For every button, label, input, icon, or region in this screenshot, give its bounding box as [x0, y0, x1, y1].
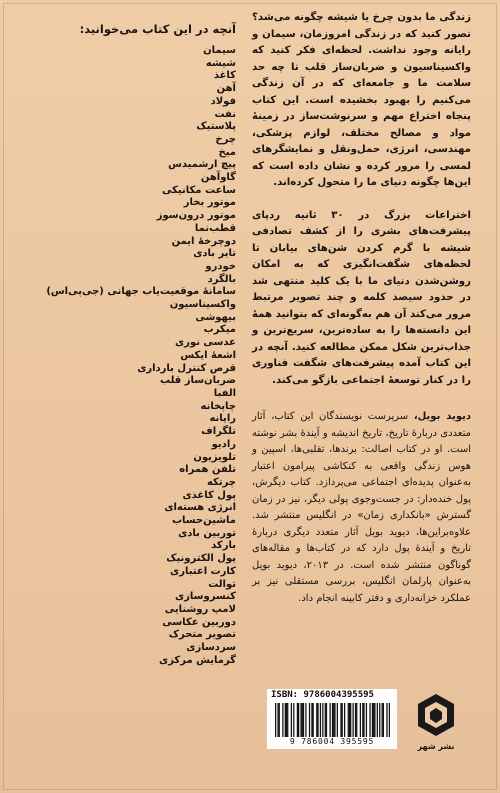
contents-item: میکرب [203, 324, 236, 336]
barcode-bar [366, 703, 367, 737]
contents-items [46, 45, 236, 667]
contents-item: رادیو [211, 438, 236, 450]
barcode-bar [285, 703, 286, 737]
contents-title: آنچه در این کتاب می‌خوانید: [79, 22, 236, 36]
contents-item: ساعت مکانیکی [161, 184, 236, 196]
barcode-bar [363, 703, 364, 737]
contents-item: میخ [218, 146, 236, 158]
contents-item: تلگراف [201, 426, 236, 438]
barcode-bar [279, 703, 280, 737]
barcode-bar [309, 703, 310, 737]
contents-item: سامانهٔ موقعیت‌یاب جهانی (جی‌پی‌اس) [46, 286, 236, 298]
contents-list [46, 22, 236, 667]
contents-item: چرتکه [206, 476, 236, 488]
barcode-bar [298, 703, 299, 737]
contents-item: تایر بادی [193, 248, 236, 260]
barcode-bar [286, 703, 287, 737]
barcode-bar [372, 703, 373, 737]
contents-item: پول کاغذی [182, 489, 236, 501]
contents-item: سیمان [203, 45, 236, 56]
barcode [267, 689, 397, 749]
author-name: دیوید بویل، [413, 411, 471, 422]
contents-item: ماشین‌حساب [171, 515, 236, 527]
contents-item: سردسازی [186, 642, 236, 654]
contents-item: کاغذ [213, 70, 236, 82]
barcode-bar [342, 703, 343, 737]
barcode-bar [293, 703, 294, 737]
barcode-bar [287, 703, 288, 737]
barcode-bar [349, 703, 350, 737]
barcode-digits: 9 786004 395595 [289, 737, 375, 746]
contents-item: تصویر متحرک [168, 629, 236, 641]
barcode-bar [379, 703, 380, 737]
contents-item: قطب‌نما [194, 222, 236, 234]
barcode-bar [389, 703, 390, 737]
description-column [252, 10, 471, 607]
barcode-bar [344, 703, 345, 737]
author-paragraph [252, 409, 471, 607]
contents-item: چرخ [215, 133, 236, 145]
isbn-label: ISBN: 9786004395595 [271, 690, 374, 700]
contents-item: موتور بخار [183, 197, 236, 209]
publisher-logo [410, 690, 462, 762]
barcode-bar [316, 703, 317, 737]
contents-item: تلفن همراه [179, 464, 236, 476]
barcode-bar [303, 703, 304, 737]
contents-item: بالگرد [207, 273, 236, 285]
contents-item: عدسی نوری [175, 337, 236, 349]
contents-item: پیچ ارشمیدس [168, 159, 236, 171]
publisher-name: نشر شهر [417, 742, 455, 751]
barcode-bar [275, 703, 276, 737]
barcode-bar [373, 703, 374, 737]
contents-item: دوربین عکاسی [162, 616, 236, 628]
contents-item: کنسروسازی [174, 591, 236, 603]
barcode-bar [334, 703, 335, 737]
barcode-bar [326, 703, 327, 737]
contents-item: الفبا [213, 387, 236, 399]
contents-item: واکسیناسیون [169, 299, 236, 311]
barcode-bar [282, 703, 283, 737]
contents-item: رایانه [209, 413, 236, 425]
contents-item: چاپخانه [200, 400, 236, 412]
barcode-bar [291, 703, 292, 737]
barcode-bar [311, 703, 312, 737]
barcode-bar [377, 703, 378, 737]
barcode-bar [322, 703, 323, 737]
barcode-bar [300, 703, 301, 737]
barcode-bar [340, 703, 341, 737]
contents-item: بارکد [211, 540, 236, 552]
barcode-bar [333, 703, 334, 737]
summary-paragraph: اختراعات بزرگ در ۳۰ ثانیه ردپای پیشرفت‌های بشری را از کشف تصادفی شیشه با گرم کردن شن‌های بیابان تا لحظه‌های شگفت‌انگیزی که به امکان روشن‌شدن دنیای ما با یک کلید منتهی شد در حدود سیصد کلمه و چند تصویر مرتبط مرور می‌کند آن هم به‌گونه‌ای که بتوانید همهٔ این دانسته‌ها را به ساده‌ترین، سریع‌ترین و جذاب‌ترین شکل ممکن مطالعه کنید. آنچه در این کتاب آمده پیشرفت‌های شگفت فناوری را در کنار توسعهٔ اجتماعی بازگو می‌کند. [252, 209, 471, 386]
barcode-bar [374, 703, 375, 737]
barcode-bar [360, 703, 361, 737]
contents-item: خودرو [205, 260, 236, 272]
contents-item: انرژی هسته‌ای [164, 502, 236, 514]
barcode-bar [348, 703, 349, 737]
barcode-bar [386, 703, 387, 737]
barcode-bar [337, 703, 338, 737]
barcode-bar [325, 703, 326, 737]
barcode-bars [275, 703, 390, 737]
contents-item: پلاستیک [196, 121, 236, 133]
contents-item: پول الکترونیک [166, 553, 236, 565]
barcode-bar [362, 703, 363, 737]
contents-item: بیهوشی [195, 311, 236, 323]
contents-item: گاوآهن [200, 172, 236, 184]
contents-item: نفت [214, 108, 236, 120]
barcode-bar [297, 703, 298, 737]
contents-item: کارت اعتباری [170, 565, 236, 577]
contents-item: فولاد [210, 95, 236, 107]
contents-item: شیشه [205, 57, 236, 69]
barcode-bar [320, 703, 321, 737]
contents-item: توربین بادی [178, 527, 236, 539]
barcode-bar [350, 703, 351, 737]
contents-item: توالت [208, 578, 236, 590]
barcode-bar [313, 703, 314, 737]
barcode-bar [383, 703, 384, 737]
contents-item: ضربان‌ساز قلب [160, 375, 236, 387]
barcode-bar [305, 703, 306, 737]
author-bio: سرپرست نویسندگان این کتاب، آثار متعددی دربارهٔ تاریخ، تاریخ اندیشه و آیندهٔ بشر نوشته است. او در کتاب اصالت: برندها، تقلبی‌ها، اسپین و هوس زندگی واقعی به کنکاشی پیرامون اعتبار به‌عنوان پدیده‌ای اجتماعی می‌پردازد. کتاب دیگرش، پول خنده‌دار: در جست‌وجوی پولی دیگر، نیز در زمان گسترش «بانکداری زمان» در انگلیس منتشر شد. علاوه‌براین‌ها، دیوید بویل آثار متعدد دیگری دربارهٔ تاریخ و آیندهٔ پول دارد که در کتاب‌ها و مقاله‌های گوناگون منتشر شده است. در ۲۰۱۳، دیوید بویل به‌عنوان پارلمان انگلیس، بررسی مستقلی نیز بر عملکرد خزانه‌داری و دفتر کابینه انجام داد. [252, 411, 471, 604]
contents-item: اشعهٔ ایکس [180, 349, 236, 361]
barcode-bar [352, 703, 353, 737]
contents-item: لامپ روشنایی [164, 603, 236, 615]
barcode-bar [382, 703, 383, 737]
contents-item: گرمایش مرکزی [159, 654, 236, 666]
barcode-bar [355, 703, 356, 737]
intro-paragraph: زندگی ما بدون چرخ یا شیشه چگونه می‌شد؟ تصور کنید که در زندگی امروزمان، سیمان و رایانه وجود نداشت. لحظه‌ای فکر کنید که واکسیناسیون و ضربان‌ساز قلب تا چه حد سلامت ما و جامعه‌ای که در آن زندگی می‌کنیم را بهبود بخشیده است. این کتاب پنجاه اختراع مهم و سرنوشت‌ساز در زمینهٔ مواد و مصالح مختلف، لوازم پزشکی، مهندسی، انرژی، حمل‌ونقل و نمایشگرهای لمسی را مرور کرده و نشان داده است که این‌ها چگونه دنیای ما را متحول کرده‌اند. [252, 12, 471, 188]
barcode-bar [317, 703, 318, 737]
barcode-bar [277, 703, 278, 737]
barcode-bar [302, 703, 303, 737]
contents-item: قرص کنترل بارداری [137, 362, 236, 374]
barcode-bar [332, 703, 333, 737]
contents-item: آهن [216, 83, 236, 95]
publisher-logo-icon [410, 690, 462, 742]
barcode-bar [369, 703, 370, 737]
contents-item: موتور درون‌سوز [156, 210, 236, 222]
contents-item: تلویزیون [193, 451, 236, 463]
barcode-bar [329, 703, 330, 737]
contents-item: دوچرخهٔ ایمن [171, 235, 236, 247]
barcode-bar [356, 703, 357, 737]
